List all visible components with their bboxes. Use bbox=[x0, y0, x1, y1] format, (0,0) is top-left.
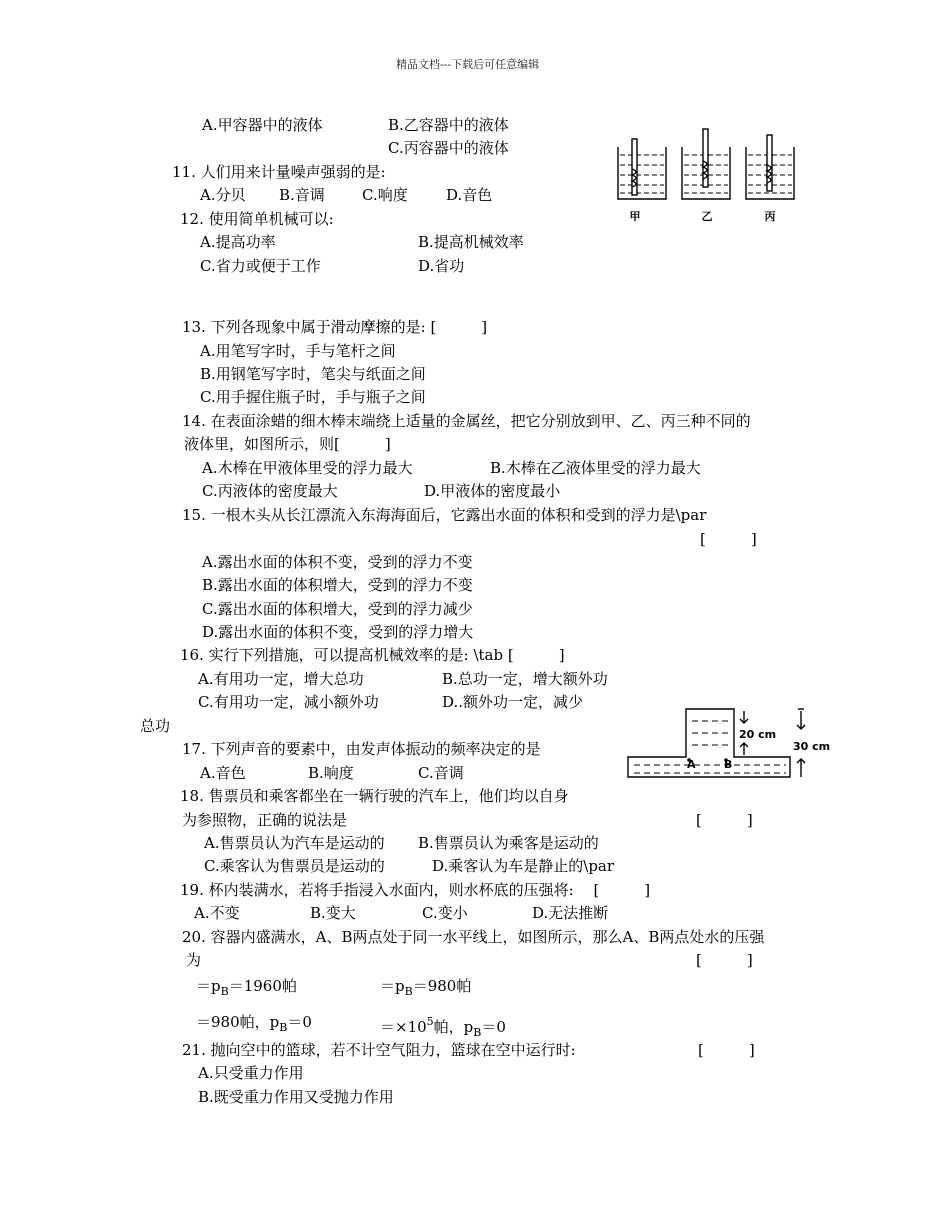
q20-option-b: $=p_B=980$帕 bbox=[380, 977, 472, 998]
question-18: 18. 售票员和乘客都坐在一辆行驶的汽车上，他们均以自身 bbox=[180, 787, 569, 805]
q19-option-c: C.变小 bbox=[422, 904, 468, 922]
q15-option-b: B.露出水面的体积增大，受到的浮力不变 bbox=[202, 576, 473, 594]
q17-option-c: C.音调 bbox=[418, 764, 464, 782]
q16-option-a: A.有用功一定，增大总功 bbox=[198, 670, 364, 688]
question-14-cont: 液体里，如图所示，则[ ] bbox=[184, 435, 391, 453]
q15-option-d: D.露出水面的体积不变，受到的浮力增大 bbox=[202, 623, 474, 641]
label-point-b: B bbox=[724, 758, 733, 771]
option-a: A.甲容器中的液体 bbox=[202, 116, 323, 134]
q14-option-d: D.甲液体的密度最小 bbox=[424, 482, 561, 500]
q12-option-c: C.省力或便于工作 bbox=[200, 257, 321, 275]
question-21: 21. 抛向空中的篮球，若不计空气阻力，篮球在空中运行时: bbox=[182, 1041, 576, 1059]
q15-option-a: A.露出水面的体积不变，受到的浮力不变 bbox=[202, 553, 473, 571]
q17-option-b: B.响度 bbox=[308, 764, 354, 782]
question-12: 12. 使用简单机械可以: bbox=[180, 210, 334, 228]
question-20: 20. 容器内盛满水，A、B两点处于同一水平线上，如图所示，那么A、B两点处水的压强 bbox=[182, 928, 765, 946]
q16-option-b: B.总功一定，增大额外功 bbox=[442, 670, 608, 688]
q12-option-b: B.提高机械效率 bbox=[418, 233, 524, 251]
question-14: 14. 在表面涂蜡的细木棒末端绕上适量的金属丝，把它分别放到甲、乙、丙三种不同的 bbox=[182, 412, 751, 430]
label-20cm: 20 cm bbox=[739, 728, 777, 741]
label-30cm: 30 cm bbox=[793, 740, 831, 753]
label-bing: 丙 bbox=[764, 210, 776, 223]
q20-bracket: [ ] bbox=[696, 951, 753, 969]
q12-option-d: D.省功 bbox=[418, 257, 465, 275]
q15-option-c: C.露出水面的体积增大，受到的浮力减少 bbox=[202, 600, 473, 618]
q20-option-a: $=p_B=1960$帕 bbox=[196, 977, 297, 998]
q18-option-b: B.售票员认为乘客是运动的 bbox=[418, 834, 599, 852]
page-header: 精品文档---下载后可任意编辑 bbox=[396, 58, 540, 71]
q21-bracket: [ ] bbox=[698, 1041, 755, 1059]
pressure-container-figure bbox=[622, 703, 847, 785]
q20-option-c: ＝980帕，$p_B=0$ bbox=[196, 1013, 312, 1034]
q13-option-a: A.用笔写字时，手与笔杆之间 bbox=[200, 342, 396, 360]
q18-bracket: [ ] bbox=[696, 811, 753, 829]
q16-option-c: C.有用功一定，减小额外功 bbox=[198, 693, 379, 711]
q14-option-c: C.丙液体的密度最大 bbox=[202, 482, 338, 500]
q15-bracket: [ ] bbox=[700, 530, 757, 548]
q11-option-a: A.分贝 bbox=[200, 186, 246, 204]
q19-option-b: B.变大 bbox=[310, 904, 356, 922]
q21-option-b: B.既受重力作用又受抛力作用 bbox=[198, 1088, 394, 1106]
option-b: B.乙容器中的液体 bbox=[388, 116, 509, 134]
q16-option-d-cont: 总功 bbox=[140, 717, 171, 735]
question-20-cont: 为 bbox=[186, 951, 202, 969]
question-11: 11. 人们用来计量噪声强弱的是: bbox=[172, 163, 386, 181]
label-yi: 乙 bbox=[701, 210, 713, 223]
q19-option-a: A.不变 bbox=[194, 904, 240, 922]
question-16: 16. 实行下列措施，可以提高机械效率的是: \tab [ ] bbox=[180, 646, 565, 664]
q16-option-d: D..额外功一定，减少 bbox=[442, 693, 584, 711]
question-19: 19. 杯内装满水，若将手指浸入水面内，则水杯底的压强将: [ ] bbox=[180, 881, 651, 899]
three-containers-figure bbox=[610, 125, 805, 225]
q11-option-c: C.响度 bbox=[362, 186, 408, 204]
question-15: 15. 一根木头从长江漂流入东海海面后，它露出水面的体积和受到的浮力是\par bbox=[182, 506, 707, 524]
option-c: C.丙容器中的液体 bbox=[388, 139, 509, 157]
q12-option-a: A.提高功率 bbox=[200, 233, 276, 251]
q19-option-d: D.无法推断 bbox=[532, 904, 609, 922]
q13-option-c: C.用手握住瓶子时，手与瓶子之间 bbox=[200, 388, 426, 406]
q14-option-b: B.木棒在乙液体里受的浮力最大 bbox=[490, 459, 701, 477]
q11-option-b: B.音调 bbox=[279, 186, 325, 204]
q20-option-d: $=\times 10^5$帕，$p_B=0$ bbox=[380, 1015, 506, 1039]
question-18-cont: 为参照物，正确的说法是 bbox=[182, 811, 348, 829]
q11-option-d: D.音色 bbox=[446, 186, 493, 204]
q14-option-a: A.木棒在甲液体里受的浮力最大 bbox=[202, 459, 413, 477]
q18-option-d: D.乘客认为车是静止的\par bbox=[432, 857, 615, 875]
q17-option-a: A.音色 bbox=[200, 764, 246, 782]
question-17: 17. 下列声音的要素中，由发声体振动的频率决定的是 bbox=[182, 740, 541, 758]
q18-option-a: A.售票员认为汽车是运动的 bbox=[204, 834, 385, 852]
label-point-a: A bbox=[687, 758, 696, 771]
q18-option-c: C.乘客认为售票员是运动的 bbox=[204, 857, 385, 875]
q21-option-a: A.只受重力作用 bbox=[198, 1064, 304, 1082]
q13-option-b: B.用钢笔写字时，笔尖与纸面之间 bbox=[200, 365, 426, 383]
question-13: 13. 下列各现象中属于滑动摩擦的是: [ ] bbox=[182, 318, 488, 336]
label-jia: 甲 bbox=[629, 210, 641, 223]
